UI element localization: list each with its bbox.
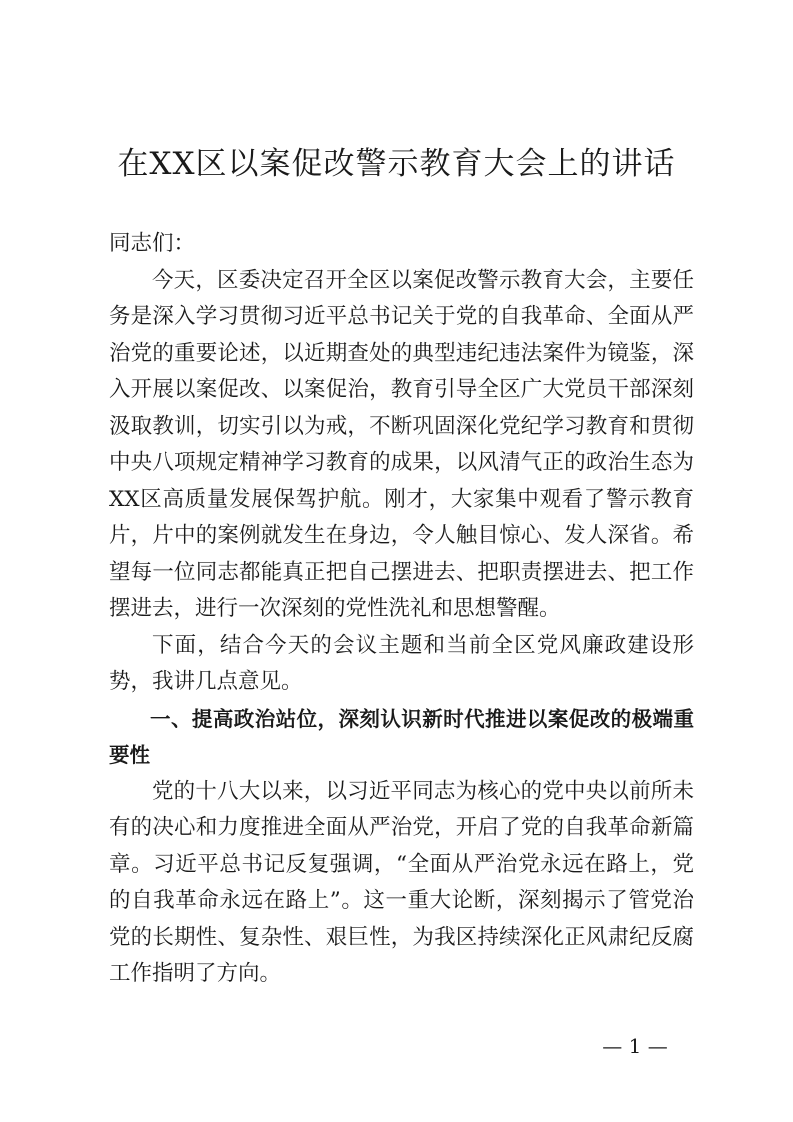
paragraph-section-1: 党的十八大以来，以习近平同志为核心的党中央以前所未有的决心和力度推进全面从严治党，开启了党的自我革命新篇章。习近平总书记反复强调，“全面从严治党永远在路上，党的自我革命永远在路上”。这一重大论断，深刻揭示了管党治党的长期性、复杂性、艰巨性，为我区持续深化正风肃纪反腐工作指明了方向。 <box>109 778 694 986</box>
salutation: 同志们： <box>109 231 196 256</box>
document-body <box>109 226 694 993</box>
paragraph-outline: 下面，结合今天的会议主题和当前全区党风廉政建设形势，我讲几点意见。 <box>109 632 694 694</box>
section-heading: 一、提高政治站位，深刻认识新时代推进以案促改的极端重要性 <box>109 706 694 767</box>
document-title: 在XX区以案促改警示教育大会上的讲话 <box>117 146 676 182</box>
paragraph-opening: 今天，区委决定召开全区以案促改警示教育大会，主要任务是深入学习贯彻习近平总书记关于党的自我革命、全面从严治党的重要论述，以近期查处的典型违纪违法案件为镜鉴，深入开展以案促改、以案促治，教育引导全区广大党员干部深刻汲取教训，切实引以为戒，不断巩固深化党纪学习教育和贯彻中央八项规定精神学习教育的成果，以风清气正的政治生态为XX区高质量发展保驾护航。刚才，大家集中观看了警示教育片，片中的案例就发生在身边，令人触目惊心、发人深省。希望每一位同志都能真正把自己摆进去、把职责摆进去、把工作摆进去，进行一次深刻的党性洗礼和思想警醒。 <box>109 267 694 621</box>
page-number: — 1 — <box>602 1034 668 1058</box>
